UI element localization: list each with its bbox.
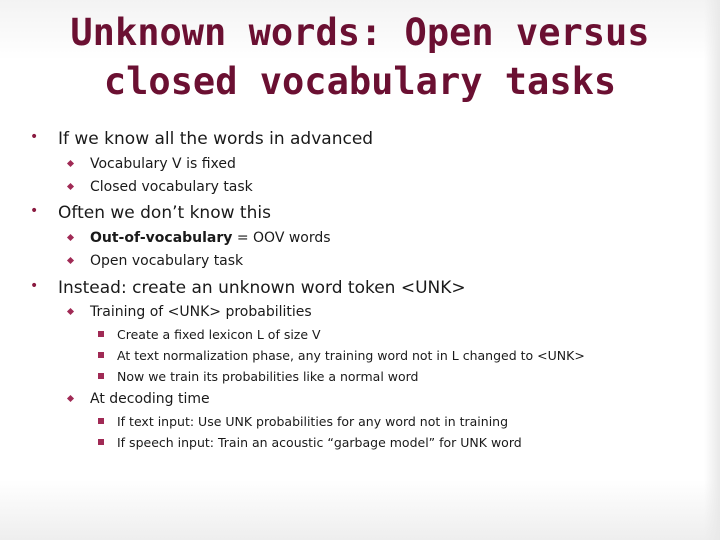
bullet-3-sub-1-item-3-text: Now we train its probabilities like a normal word xyxy=(117,369,419,384)
diamond-bullet-icon xyxy=(67,183,74,190)
bullet-2-sub-2-text: Open vocabulary task xyxy=(90,253,244,269)
bullet-3-sub-1-text: Training of <UNK> probabilities xyxy=(90,304,312,320)
diamond-bullet-icon xyxy=(67,308,74,315)
square-bullet-icon xyxy=(98,373,104,379)
square-bullet-icon xyxy=(98,418,104,424)
bullet-3-sub-1-item-1-text: Create a fixed lexicon L of size V xyxy=(117,327,321,342)
oov-definition: = OOV words xyxy=(232,230,331,246)
bullet-dot-icon: • xyxy=(30,129,39,145)
bullet-3-sub-2-text: At decoding time xyxy=(90,391,210,407)
bullet-3-sub-2-item-2-text: If speech input: Train an acoustic “garbage model” for UNK word xyxy=(117,435,522,450)
bullet-2-text: Often we don’t know this xyxy=(58,203,271,223)
slide-title-line-2: closed vocabulary tasks xyxy=(103,60,617,103)
bullet-dot-icon: • xyxy=(30,203,39,219)
diamond-bullet-icon xyxy=(67,160,74,167)
bullet-3-sub-1-item-2-text: At text normalization phase, any training word not in L changed to <UNK> xyxy=(117,348,585,363)
bullet-1-sub-2-text: Closed vocabulary task xyxy=(90,179,253,195)
diamond-bullet-icon xyxy=(67,234,74,241)
bullet-3-sub-2-item-1-text: If text input: Use UNK probabilities for any word not in training xyxy=(117,414,509,429)
slide-title xyxy=(0,8,720,106)
square-bullet-icon xyxy=(98,352,104,358)
bullet-2-sub-1-text xyxy=(90,230,331,246)
diamond-bullet-icon xyxy=(67,257,74,264)
square-bullet-icon xyxy=(98,439,104,445)
diamond-bullet-icon xyxy=(67,395,74,402)
bullet-dot-icon: • xyxy=(30,278,39,294)
bullet-3-text: Instead: create an unknown word token <UNK> xyxy=(58,278,466,298)
square-bullet-icon xyxy=(98,331,104,337)
bullet-1-text: If we know all the words in advanced xyxy=(58,129,374,149)
oov-term: Out-of-vocabulary xyxy=(90,230,233,246)
slide-title-line-1: Unknown words: Open versus xyxy=(70,11,650,54)
bullet-1-sub-1-text: Vocabulary V is fixed xyxy=(90,156,236,172)
